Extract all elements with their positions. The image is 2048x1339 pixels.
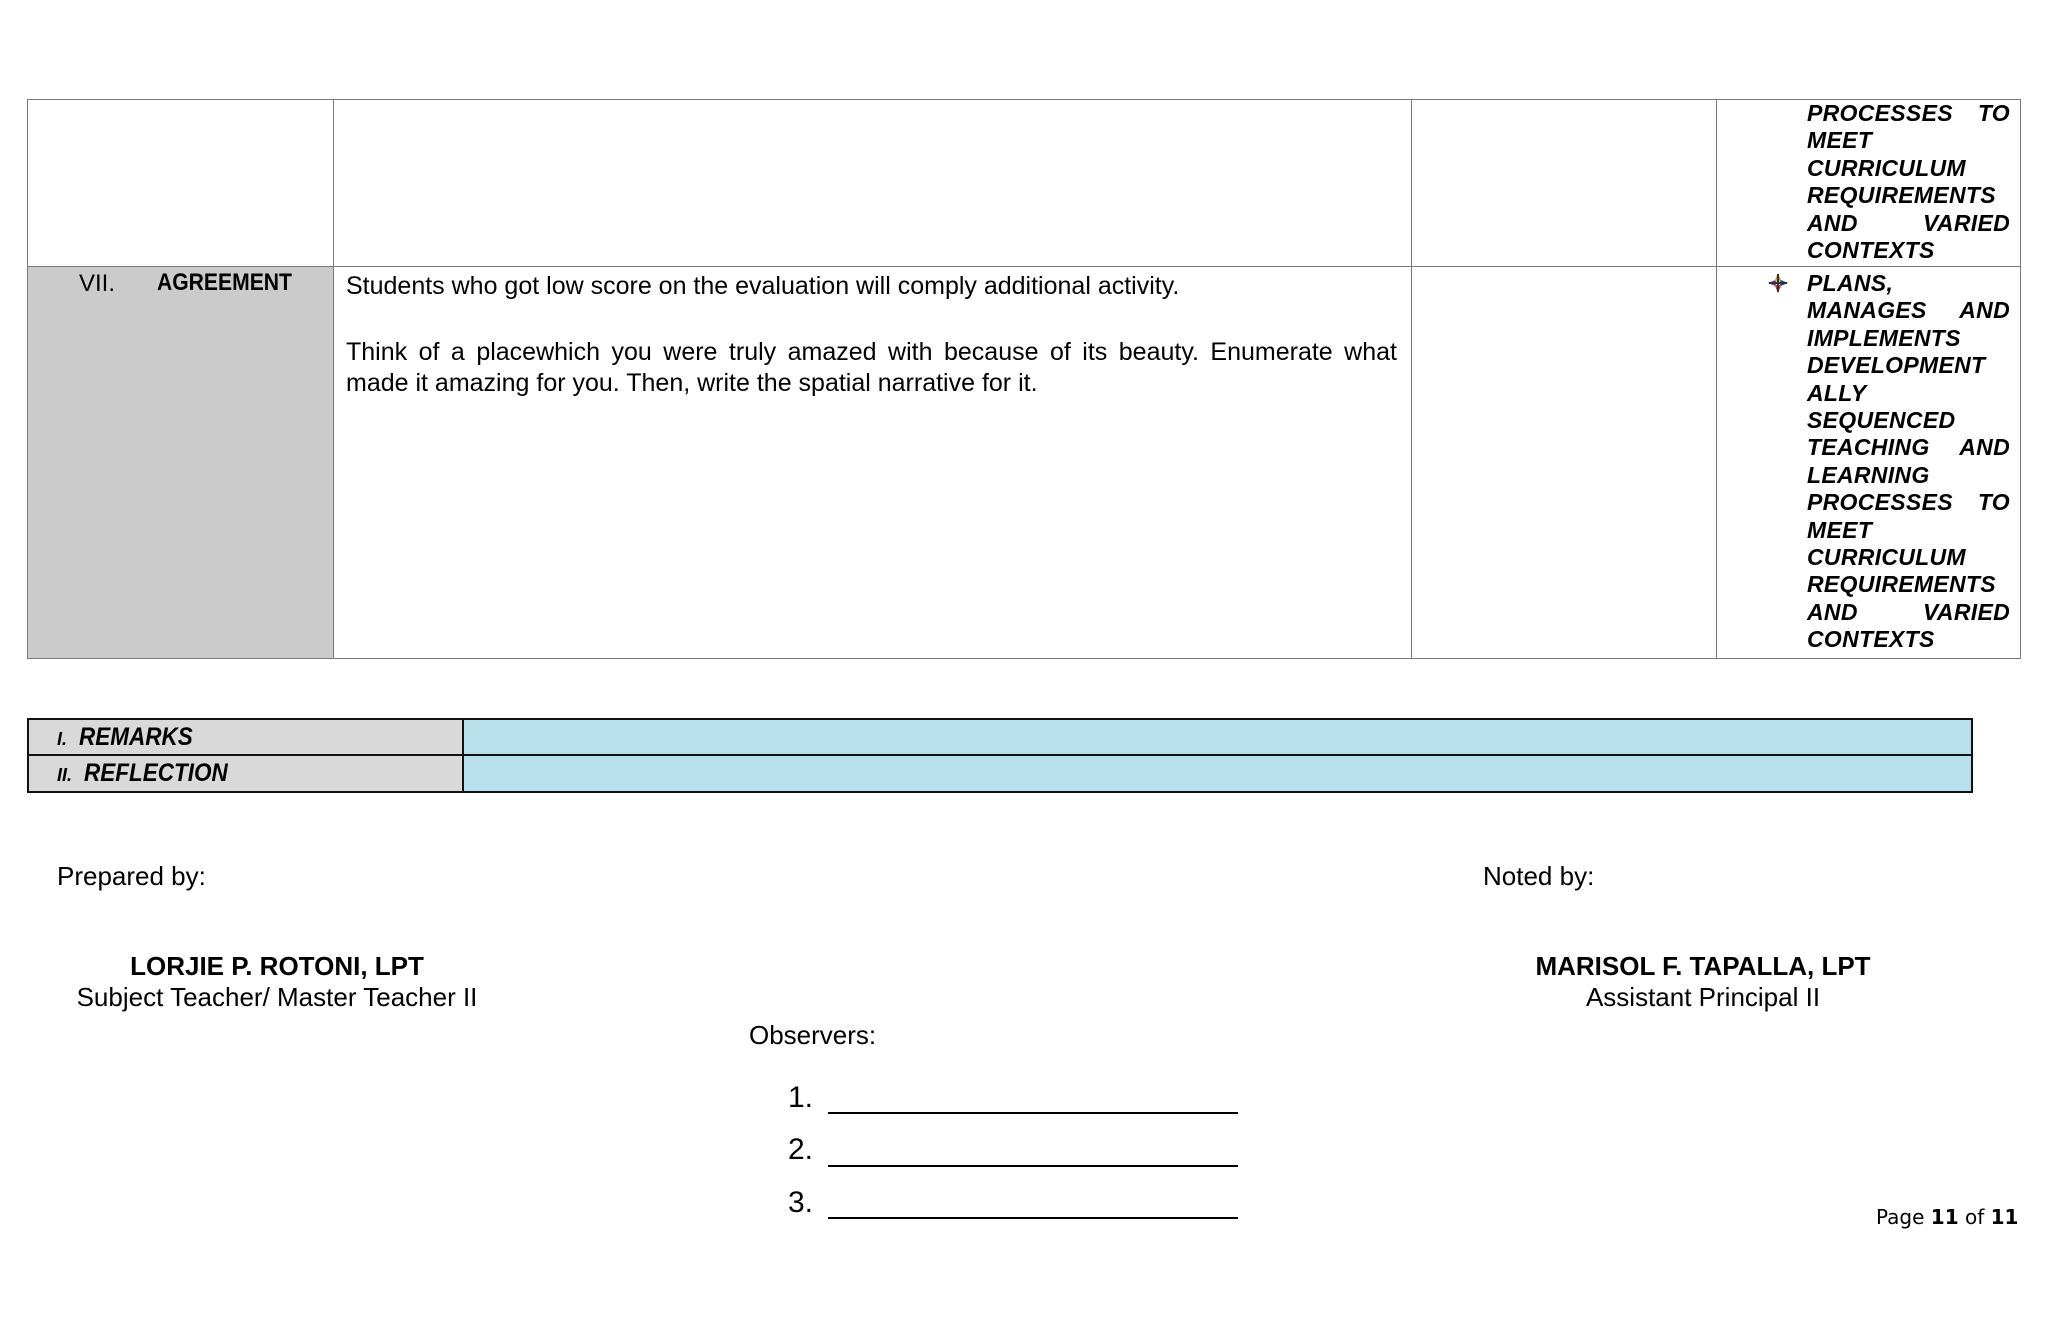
indicator-line: AND VARIED xyxy=(1807,598,2010,625)
agreement-indicator xyxy=(1807,270,2010,654)
arrow-bullet-icon xyxy=(1767,272,1789,294)
reflection-value-cell[interactable] xyxy=(462,754,1973,793)
indicator-line: MEET xyxy=(1807,516,1873,543)
indicator-line: MANAGES AND xyxy=(1807,297,2010,324)
observer-signature-line[interactable] xyxy=(828,1112,1238,1114)
indicator-line: CURRICULUM xyxy=(1807,544,1966,571)
noted-by-label: Noted by: xyxy=(1483,861,1595,891)
remarks-value-cell[interactable] xyxy=(462,718,1973,757)
agreement-col3 xyxy=(1411,266,1718,659)
observer-signature-line[interactable] xyxy=(828,1165,1238,1167)
indicator-line: AND VARIED xyxy=(1807,209,2010,236)
total-pages: 11 xyxy=(1990,1205,2019,1229)
agreement-label-cell xyxy=(27,266,335,659)
prepared-by-label: Prepared by: xyxy=(57,861,206,891)
reflection-number: II. xyxy=(57,765,73,785)
observers-label: Observers: xyxy=(749,1020,877,1050)
indicator-line: LEARNING xyxy=(1807,461,1930,488)
remarks-text: REMARKS xyxy=(79,723,194,751)
agreement-row-number: VII. xyxy=(79,270,116,297)
indicator-line: REQUIREMENTS xyxy=(1807,571,1996,598)
agreement-row-title: AGREEMENT xyxy=(157,269,292,296)
indicator-line: CONTEXTS xyxy=(1807,626,1935,653)
top-row-col2 xyxy=(333,99,1413,268)
indicator-line: REQUIREMENTS xyxy=(1807,182,1996,209)
agreement-paragraph-2: Think of a placewhich you were truly amazed with because of its beauty. Enumerate what made it amazing for you. Then, write the spatial narrative for it. xyxy=(346,338,1397,397)
observer-number: 1. xyxy=(788,1081,814,1114)
indicator-line: SEQUENCED xyxy=(1807,407,1956,434)
observer-signature-line[interactable] xyxy=(828,1217,1238,1219)
top-row-indicator xyxy=(1807,100,2010,264)
top-row-col1 xyxy=(27,99,335,268)
preparer-name: LORJIE P. ROTONI, LPT xyxy=(130,951,424,981)
noter-name: MARISOL F. TAPALLA, LPT xyxy=(1535,951,1871,981)
indicator-line: DEVELOPMENT xyxy=(1807,352,1986,379)
remarks-number: I. xyxy=(57,729,68,749)
indicator-line: MEET xyxy=(1807,127,1873,154)
preparer-title: Subject Teacher/ Master Teacher II xyxy=(76,982,478,1012)
agreement-paragraph-1: Students who got low score on the evaluation will comply additional activity. xyxy=(346,272,1180,300)
indicator-line: CONTEXTS xyxy=(1807,237,1935,264)
page-word: Page xyxy=(1876,1205,1925,1229)
top-row-col3 xyxy=(1411,99,1718,268)
indicator-line: PROCESSES TO xyxy=(1807,489,2010,516)
reflection-text: REFLECTION xyxy=(84,759,229,787)
indicator-line: TEACHING AND xyxy=(1807,434,2010,461)
of-word: of xyxy=(1964,1205,1985,1229)
observer-number: 3. xyxy=(788,1186,814,1219)
reflection-label xyxy=(57,759,244,788)
observer-number: 2. xyxy=(788,1133,814,1166)
noter-title: Assistant Principal II xyxy=(1585,982,1821,1012)
current-page: 11 xyxy=(1930,1205,1959,1229)
indicator-line: IMPLEMENTS xyxy=(1807,324,1961,351)
page-number xyxy=(1876,1205,2018,1229)
indicator-line: ALLY xyxy=(1807,379,1867,406)
indicator-line: PROCESSES TO xyxy=(1807,100,2010,126)
indicator-line: PLANS, xyxy=(1807,270,1894,296)
remarks-label xyxy=(57,723,206,752)
indicator-line: CURRICULUM xyxy=(1807,154,1966,181)
agreement-content-cell xyxy=(333,266,1413,659)
